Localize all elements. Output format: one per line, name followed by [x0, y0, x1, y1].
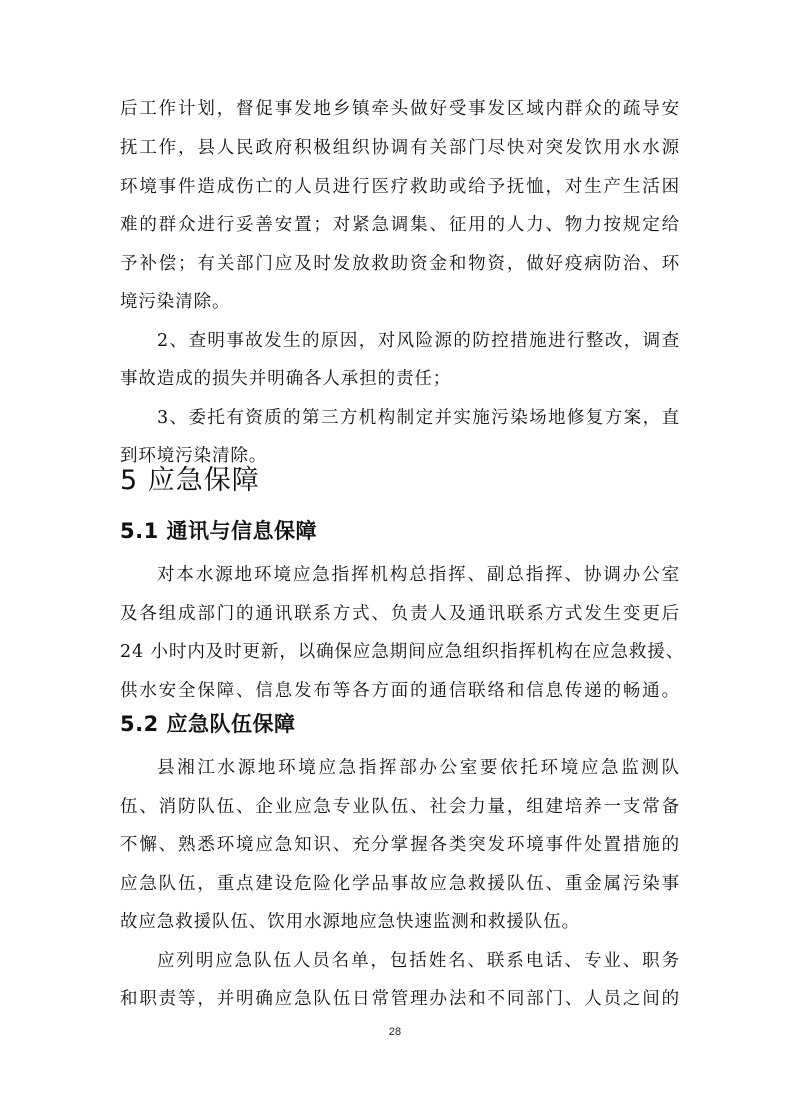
paragraph-line: 对本水源地环境应急指挥机构总指挥、副总指挥、协调办公室 [157, 565, 680, 585]
paragraph-line: 境污染清除。 [120, 292, 231, 312]
section-heading: 5 应急保障 [120, 465, 260, 496]
list-item-line: 事故造成的损失并明确各人承担的责任； [120, 369, 452, 389]
paragraph-line: 予补偿；有关部门应及时发放救助资金和物资，做好疫病防治、环 [120, 254, 680, 274]
paragraph-line: 供水安全保障、信息发布等各方面的通信联络和信息传递的畅通。 [120, 681, 680, 701]
paragraph-line: 故应急救援队伍、饮用水源地应急快速监测和救援队伍。 [120, 912, 580, 932]
paragraph-line: 及各组成部门的通讯联系方式、负责人及通讯联系方式发生变更后 [120, 604, 680, 624]
subsection-heading: 5.1 通讯与信息保障 [120, 519, 318, 543]
paragraph-line: 后工作计划，督促事发地乡镇牵头做好受事发区域内群众的疏导安 [120, 99, 680, 119]
paragraph-line: 和职责等，并明确应急队伍日常管理办法和不同部门、人员之间的 [120, 989, 680, 1009]
paragraph-line: 难的群众进行妥善安置；对紧急调集、征用的人力、物力按规定给 [120, 215, 680, 235]
subsection-heading: 5.2 应急队伍保障 [120, 712, 296, 736]
list-item-line: 3、委托有资质的第三方机构制定并实施污染场地修复方案，直 [157, 408, 680, 428]
list-item-line: 到环境污染清除。 [120, 446, 268, 466]
paragraph-line: 环境事件造成伤亡的人员进行医疗救助或给予抚恤，对生产生活困 [120, 177, 680, 197]
paragraph-line: 伍、消防队伍、企业应急专业队伍、社会力量，组建培养一支常备 [120, 797, 680, 817]
paragraph-line: 应急队伍，重点建设危险化学品事故应急救援队伍、重金属污染事 [120, 874, 680, 894]
paragraph-line: 应列明应急队伍人员名单，包括姓名、联系电话、专业、职务 [157, 951, 680, 971]
paragraph-line: 24 小时内及时更新，以确保应急期间应急组织指挥机构在应急救援、 [120, 642, 685, 662]
list-item-line: 2、查明事故发生的原因，对风险源的防控措施进行整改，调查 [157, 331, 680, 351]
paragraph-line: 抚工作，县人民政府积极组织协调有关部门尽快对突发饮用水水源 [120, 138, 680, 158]
page-number: 28 [388, 1026, 402, 1038]
paragraph-line: 县湘江水源地环境应急指挥部办公室要依托环境应急监测队 [157, 758, 680, 778]
paragraph-line: 不懈、熟悉环境应急知识、充分掌握各类突发环境事件处置措施的 [120, 835, 680, 855]
